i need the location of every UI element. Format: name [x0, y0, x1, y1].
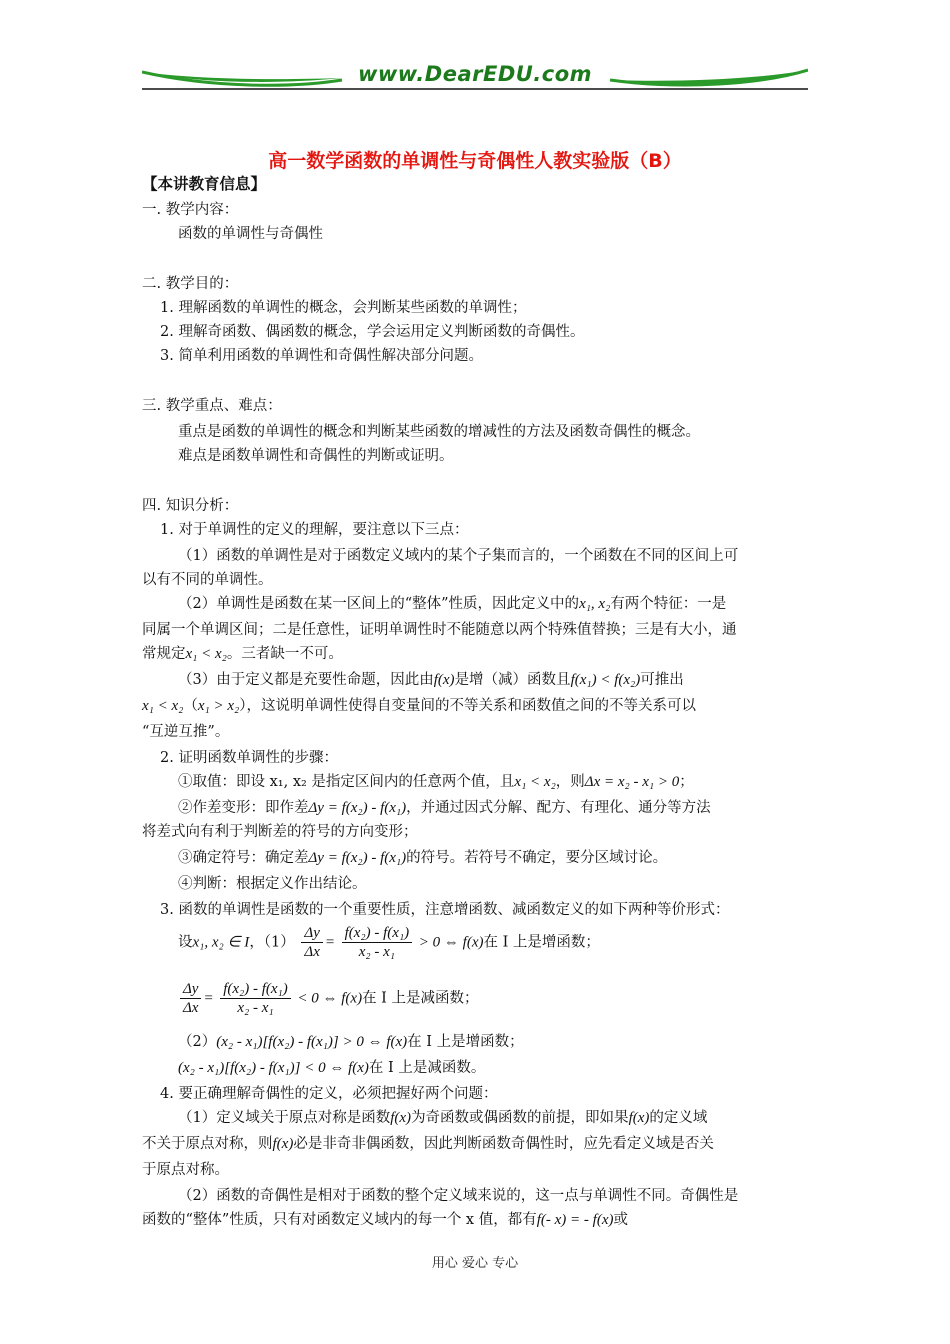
math-expr: f(x) [272, 1136, 294, 1152]
page-footer: 用心 爱心 专心 [431, 1256, 519, 1271]
s4-point-3: 3. 函数的单调性是函数的一个重要性质，注意增函数、减函数定义的如下两种等价形式： [160, 902, 730, 918]
fraction-denominator: x₂ - x₁ [358, 944, 396, 960]
s3-line: 难点是函数单调性和奇偶性的判断或证明。 [178, 448, 454, 464]
math-expr: x₁ < x₂ [514, 774, 556, 790]
text-span: （2）单调性是函数在某一区间上的“整体”性质，因此定义中的 [178, 596, 580, 612]
text-span: 可推出 [640, 672, 684, 688]
step-line: ④判断：根据定义作出结论。 [178, 876, 367, 892]
paragraph-line: 以有不同的单调性。 [142, 572, 273, 588]
text-span: ，并通过因式分解、配方、有理化、通分等方法 [406, 800, 711, 816]
paragraph-line [142, 1134, 714, 1154]
fraction-difference-quotient [342, 924, 413, 961]
text-span: （ [183, 698, 198, 714]
fraction-dy-dx [180, 980, 201, 1017]
s2-heading: 二. 教学目的： [142, 276, 239, 292]
s2-item: 3. 简单利用函数的单调性和奇偶性解决部分问题。 [160, 348, 483, 364]
s2-item: 2. 理解奇函数、偶函数的概念，学会运用定义判断函数的奇偶性。 [160, 324, 585, 340]
text-span: （3）由于定义都是充要性命题，因此由 [178, 672, 434, 688]
paragraph-line [178, 594, 726, 614]
math-expr: f(x) [628, 1110, 650, 1126]
math-expr: x₁ > x₂ [197, 698, 240, 714]
math-expr: f(- x) = - f(x) [536, 1212, 614, 1228]
step-line [178, 772, 694, 792]
math-expr: (x₂ - x₁)[f(x₂) - f(x₁)] < 0 ⇔ f(x) [178, 1060, 369, 1076]
text-span: 或 [613, 1212, 628, 1228]
math-expr: x₁, x₂ [579, 596, 611, 612]
text-span: 必是非奇非偶函数，因此判断函数奇偶性时，应先看定义域是否关 [293, 1136, 714, 1152]
fraction-numerator: Δy [180, 980, 201, 999]
text-span: 函数的“整体”性质，只有对函数定义域内的每一个 x 值，都有 [142, 1212, 537, 1228]
s1-heading: 一. 教学内容： [142, 202, 239, 218]
math-expr: Δx = x₂ - x₁ > 0 [584, 774, 680, 790]
math-expr: f(x) [433, 672, 455, 688]
page-title: 高一数学函数的单调性与奇偶性人教实验版（B） [268, 150, 682, 172]
text-span: 在 I 上是减函数； [362, 990, 479, 1007]
paragraph-line [178, 1108, 707, 1128]
paragraph-line: 于原点对称。 [142, 1162, 229, 1178]
site-header [142, 58, 808, 94]
formula-line [178, 980, 479, 1017]
fraction-numerator: f(x₂) - f(x₁) [342, 924, 413, 943]
text-span: 设 [178, 934, 193, 951]
text-span: 为奇函数或偶函数的前提，即如果 [411, 1110, 629, 1126]
text-span: ，则 [555, 774, 585, 790]
text-span: 的定义域 [649, 1110, 708, 1126]
math-expr: = [324, 934, 335, 951]
text-span: 是增（减）函数且 [454, 672, 571, 688]
s3-heading: 三. 教学重点、难点： [142, 398, 282, 414]
math-expr: x₁ < x₂ [142, 698, 184, 714]
paragraph-line: （1）函数的单调性是对于函数定义域内的某个子集而言的，一个函数在不同的区间上可 [178, 548, 739, 564]
text-span: ②作差变形：即作差 [178, 800, 309, 816]
math-expr: (x₂ - x₁)[f(x₂) - f(x₁)] > 0 ⇔ f(x) [216, 1034, 408, 1050]
s4-point-1: 1. 对于单调性的定义的理解，要注意以下三点： [160, 522, 469, 538]
text-span: 的符号。若符号不确定，要分区域讨论。 [406, 850, 668, 866]
text-span: ； [679, 774, 694, 790]
fraction-difference-quotient [220, 980, 291, 1017]
fraction-numerator: f(x₂) - f(x₁) [220, 980, 291, 999]
text-span: 。三者缺一不可。 [226, 646, 343, 662]
paragraph-line: 同属一个单调区间；二是任意性，证明单调性时不能随意以两个特殊值替换；三是有大小，通 [142, 622, 737, 638]
text-span: ），这说明单调性使得自变量间的不等关系和函数值之间的不等关系可以 [239, 698, 696, 714]
s4-heading: 四. 知识分析： [142, 498, 239, 514]
math-expr: = [203, 990, 214, 1007]
fraction-numerator: Δy [301, 924, 322, 943]
paragraph-line: （2）函数的奇偶性是相对于函数的整个定义域来说的，这一点与单调性不同。奇偶性是 [178, 1188, 739, 1204]
paragraph-line: “互逆互推”。 [142, 724, 230, 740]
step-line [178, 798, 711, 818]
text-span: ①取值：即设 x₁, x₂ 是指定区间内的任意两个值，且 [178, 774, 515, 790]
text-span: 在 I 上是增函数； [483, 934, 600, 951]
formula-line [178, 924, 600, 961]
math-expr: f(x₁) < f(x₂) [570, 672, 641, 688]
s4-point-4: 4. 要正确理解奇偶性的定义，必须把握好两个问题： [160, 1086, 498, 1102]
formula-line [178, 1058, 485, 1078]
text-span: （1）定义域关于原点对称是函数 [178, 1110, 391, 1126]
site-logo-text: www.DearEDU.com [357, 62, 593, 86]
step-line [178, 848, 667, 868]
text-span: ，（1） [249, 934, 295, 951]
paragraph-line: 将差式向有利于判断差的符号的方向变形； [142, 824, 418, 840]
math-expr: f(x) [390, 1110, 412, 1126]
math-expr: x₁, x₂ ∈ I [192, 934, 250, 951]
s2-item: 1. 理解函数的单调性的概念，会判断某些函数的单调性； [160, 300, 527, 316]
math-expr: Δy = f(x₂) - f(x₁) [308, 850, 407, 866]
fraction-denominator: x₂ - x₁ [237, 1000, 274, 1016]
text-span: ③确定符号：确定差 [178, 850, 309, 866]
fraction-denominator: Δx [183, 1000, 199, 1016]
s3-line: 重点是函数的单调性的概念和判断某些函数的增减性的方法及函数奇偶性的概念。 [178, 424, 700, 440]
text-span: 不关于原点对称，则 [142, 1136, 273, 1152]
paragraph-line [142, 1210, 628, 1230]
text-span: 在 I 上是增函数； [407, 1034, 524, 1050]
math-expr: > 0 ⇔ f(x) [418, 934, 484, 951]
math-expr: x₁ < x₂ [185, 646, 227, 662]
text-span: 常规定 [142, 646, 186, 662]
paragraph-line [142, 696, 696, 716]
math-expr: Δy = f(x₂) - f(x₁) [308, 800, 407, 816]
text-span: （2） [178, 1034, 217, 1050]
fraction-denominator: Δx [304, 944, 320, 960]
section-header: 【本讲教育信息】 [142, 175, 267, 193]
math-expr: < 0 ⇔ f(x) [297, 990, 363, 1007]
paragraph-line [142, 644, 343, 664]
text-span: 在 I 上是减函数。 [368, 1060, 486, 1076]
s4-point-2: 2. 证明函数单调性的步骤： [160, 750, 338, 766]
formula-line [178, 1032, 524, 1052]
text-span: 有两个特征：一是 [610, 596, 727, 612]
fraction-dy-dx [301, 924, 322, 961]
s1-content: 函数的单调性与奇偶性 [178, 226, 323, 242]
paragraph-line [178, 670, 684, 690]
